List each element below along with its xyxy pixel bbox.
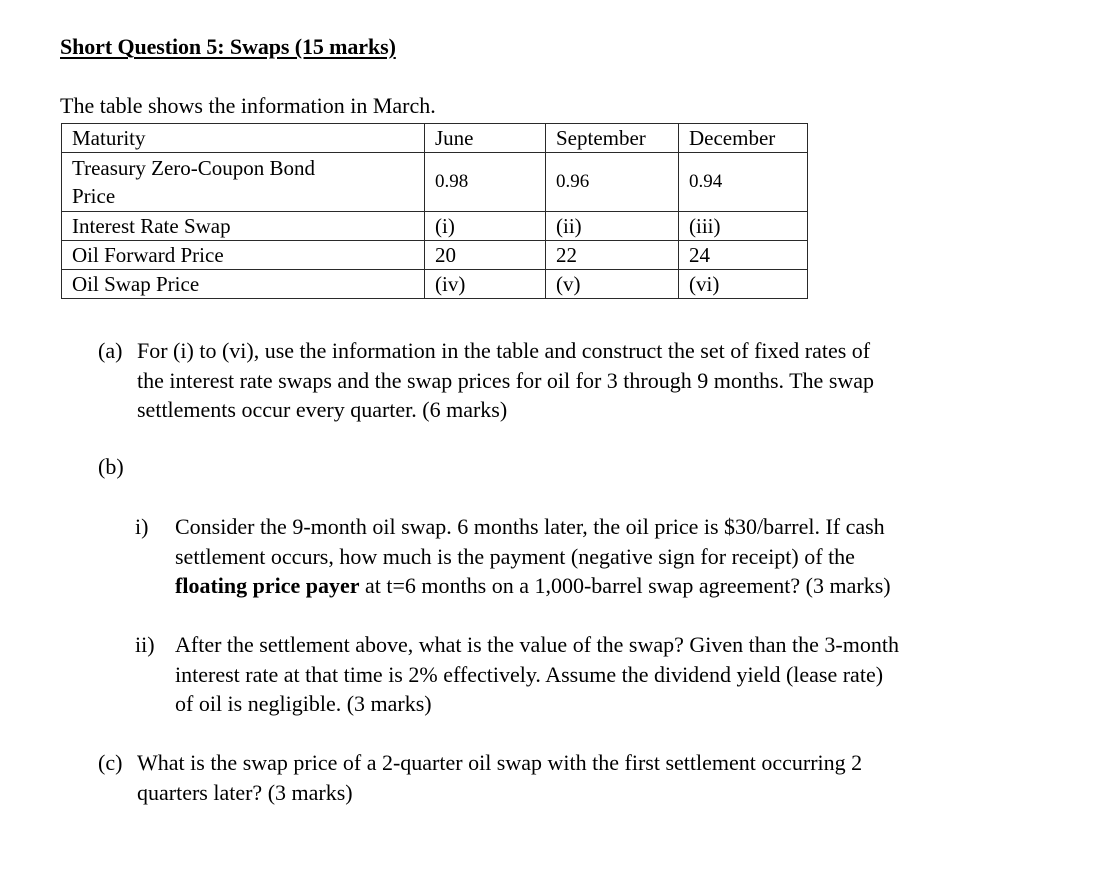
cell-forward-september: 22 xyxy=(546,241,679,270)
cell-bond-september: 0.96 xyxy=(546,153,679,212)
question-b-i-line: Consider the 9-month oil swap. 6 months later, the oil price is $30/barrel. If cash xyxy=(175,514,885,539)
cell-irs-september: (ii) xyxy=(546,212,679,241)
question-c-line: quarters later? (3 marks) xyxy=(137,779,353,805)
cell-bond-december: 0.94 xyxy=(679,153,808,212)
header-december: December xyxy=(679,124,808,153)
row-label-oil-forward-price: Oil Forward Price xyxy=(62,241,425,270)
question-b-ii-text xyxy=(175,630,1075,719)
question-b-i-line: settlement occurs, how much is the payment (negative sign for receipt) of the xyxy=(175,543,855,569)
cell-forward-december: 24 xyxy=(679,241,808,270)
cell-irs-december: (iii) xyxy=(679,212,808,241)
table-row xyxy=(62,270,808,299)
question-b-label: (b) xyxy=(98,454,124,479)
info-table xyxy=(61,123,808,299)
question-b-i-line-rest: at t=6 months on a 1,000-barrel swap agreement? (3 marks) xyxy=(359,573,891,598)
question-b-ii-line: interest rate at that time is 2% effectively. Assume the dividend yield (lease rate) xyxy=(175,661,884,687)
question-a-text xyxy=(137,336,1037,425)
cell-forward-june: 20 xyxy=(425,241,546,270)
row-label-line1: Treasury Zero-Coupon Bond xyxy=(72,156,316,180)
question-a-label: (a) xyxy=(98,338,123,363)
cell-swap-june: (iv) xyxy=(425,270,546,299)
question-b-i-line xyxy=(175,571,1075,601)
cell-swap-december: (vi) xyxy=(679,270,808,299)
cell-irs-june: (i) xyxy=(425,212,546,241)
question-b-i-text xyxy=(175,512,1075,601)
table-row xyxy=(62,241,808,270)
question-a-line: For (i) to (vi), use the information in the table and construct the set of fixed rates of xyxy=(137,338,871,363)
row-label-interest-rate-swap: Interest Rate Swap xyxy=(62,212,425,241)
cell-swap-september: (v) xyxy=(546,270,679,299)
question-b-ii-label: ii) xyxy=(135,632,155,657)
table-header-row xyxy=(62,124,808,153)
question-b-i-label: i) xyxy=(135,514,149,539)
question-c-text xyxy=(137,748,1037,807)
header-september: September xyxy=(546,124,679,153)
row-label-oil-swap-price: Oil Swap Price xyxy=(62,270,425,299)
intro-text: The table shows the information in March. xyxy=(60,93,436,118)
emphasis-floating-price-payer: floating price payer xyxy=(175,573,360,598)
question-a-line: settlements occur every quarter. (6 marks) xyxy=(137,397,508,422)
question-title: Short Question 5: Swaps (15 marks) xyxy=(60,34,396,59)
question-a-line: the interest rate swaps and the swap prices for oil for 3 through 9 months. The swap xyxy=(137,367,875,393)
question-b-ii-line: of oil is negligible. (3 marks) xyxy=(175,691,432,716)
header-june: June xyxy=(425,124,546,153)
question-c-label: (c) xyxy=(98,750,123,775)
row-label-bond-price xyxy=(62,153,425,212)
question-b-ii-line: After the settlement above, what is the value of the swap? Given than the 3-month xyxy=(175,632,899,657)
question-c-line: What is the swap price of a 2-quarter oil swap with the first settlement occurring 2 xyxy=(137,750,863,775)
cell-bond-june: 0.98 xyxy=(425,153,546,212)
table-row xyxy=(62,153,808,212)
table-row xyxy=(62,212,808,241)
row-label-line2: Price xyxy=(72,184,116,208)
header-maturity: Maturity xyxy=(62,124,425,153)
